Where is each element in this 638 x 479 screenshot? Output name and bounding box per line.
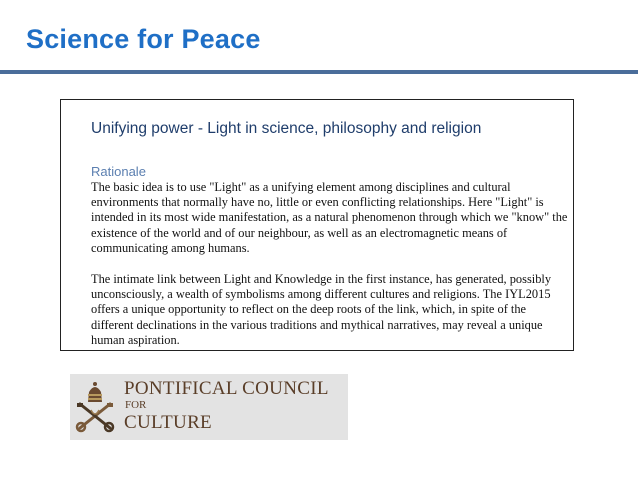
logo-line-1: PONTIFICAL COUNCIL: [124, 378, 329, 399]
logo-wordmark: [124, 378, 329, 433]
document-excerpt: [60, 99, 574, 351]
document-subheading: Rationale: [91, 164, 146, 179]
document-heading: Unifying power - Light in science, philosophy and religion: [91, 120, 482, 137]
logo-line-3: CULTURE: [124, 412, 212, 433]
document-paragraph-2: The intimate link between Light and Knowledge in the first instance, has generated, possibly unconsciously, a wealth of symbolisms among different cultures and religions. The IYL2015 offers a unique opportunity to reflect on the deep roots of the link, which, in spite of the different declinations in the various traditions and mythical narratives, may reveal a unique human aspiration.: [91, 272, 552, 347]
logo-line-2: FOR: [125, 399, 147, 411]
document-paragraph-1: The basic idea is to use "Light" as a unifying element among disciplines and cultural environments that normally have no, little or even conflicting relationships. Here "Light" is intended in its most wide manifestation, as a natural phenomenon through which we "know" the existence of the world and of our neighbour, as well as an electromagnetic means of communicating among humans.: [91, 180, 568, 255]
papal-keys-emblem-icon: [74, 380, 116, 434]
pontifical-council-logo: [70, 374, 348, 440]
title-divider: [0, 70, 638, 74]
slide-title: Science for Peace: [26, 24, 261, 54]
